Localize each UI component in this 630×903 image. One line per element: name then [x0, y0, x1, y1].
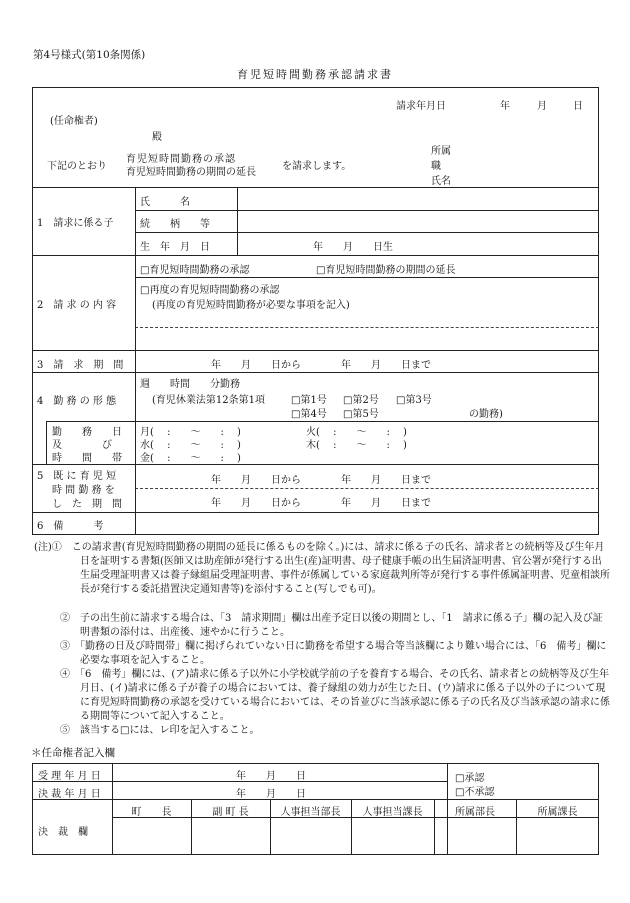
date-month: 月 — [537, 101, 547, 112]
child-birthdate-value: 年 月 日生 — [313, 242, 393, 253]
post-label: 職 — [431, 161, 441, 172]
child-birthdate-label: 生 年 月 日 — [140, 242, 210, 253]
date-year: 年 — [500, 101, 510, 112]
content-option-extension[interactable]: □育児短時間勤務の期間の延長 — [316, 265, 456, 276]
request-form-table — [32, 87, 599, 535]
request-period-value: 年 月 日から 年 月 日まで — [211, 360, 431, 371]
checkbox-item-4[interactable]: □第4号 — [291, 409, 327, 420]
checkbox-item-1[interactable]: □第1号 — [291, 395, 327, 406]
appointer-section-title: ＊任命権者記入欄 — [31, 747, 115, 759]
date-label: 請求年月日 — [396, 101, 446, 112]
past-period-row-1: 年 月 日から 年 月 日まで — [211, 475, 431, 486]
approve-checkbox[interactable]: □承認 — [455, 773, 485, 784]
schedule-wed: 水( : ～ : ) — [140, 440, 241, 451]
section1-label: 1 請求に係る子 — [37, 218, 114, 229]
decided-date-label: 決 裁 年 月 日 — [38, 789, 101, 800]
name-label: 氏名 — [431, 176, 451, 187]
law-reference: (育児休業法第12条第1項 — [152, 395, 265, 406]
section5-label-2: 時 間 勤 務 を — [52, 485, 115, 496]
child-name-label: 氏 名 — [140, 197, 190, 208]
page-title: 育児短時間勤務承認請求書 — [237, 68, 393, 81]
form-number: 第4号様式(第10条関係) — [33, 49, 146, 61]
note-4: ④ 「6 備考」欄には、(ア)請求に係る子以外に小学校就学前の子を養育する場合、その氏名、請求者との続柄等及び生年月日、(イ)請求に係る子が養子の場合においては、養子縁組の効力が生じた日、(ウ)請求に係る子以外の子について現に育児短時間勤務の承認を受けている場合においては、その旨並びに当該承認に係る子の氏名及び当該承認の請求に係る期間等について記入すること。 — [60, 669, 610, 722]
appointer-label: (任命権者) — [50, 116, 98, 127]
approver-col-dept-director: 所属部長 — [455, 807, 495, 818]
weekly-hours: 週 時間 分勤務 — [140, 379, 240, 390]
section2-label: 2 請 求 の 内 容 — [37, 300, 117, 311]
section6-label: 6 備 考 — [37, 521, 104, 532]
schedule-thu: 木( : ～ : ) — [306, 440, 407, 451]
of-work-label: の勤務) — [469, 409, 503, 420]
approver-col-deputy-mayor: 副 町 長 — [212, 807, 249, 818]
approver-col-mayor: 町 長 — [131, 807, 172, 818]
schedule-mon: 月( : ～ : ) — [140, 427, 241, 438]
schedule-tue: 火( : ～ : ) — [306, 427, 407, 438]
note-3: ③ 「勤務の日及び時間帯」欄に掲げられていない日に勤務を希望する場合等当該欄により難い場合には、「6 備考」欄に必要な事項を記入すること。 — [60, 641, 607, 666]
dono-label: 殿 — [152, 132, 162, 143]
request-option-extension: 育児短時間勤務の期間の延長 — [126, 167, 256, 178]
decided-date-value: 年 月 日 — [236, 789, 306, 800]
note-2: ② 子の出生前に請求する場合は、「3 請求期間」欄は出産予定日以後の期間とし、「1 請求に係る子」欄の記入及び証明書類の添付は、出産後、速やかに行うこと。 — [60, 613, 603, 638]
workday-label-2: 及 び — [52, 440, 112, 451]
affiliation-label: 所属 — [431, 146, 451, 157]
checkbox-item-5[interactable]: □第5号 — [343, 409, 379, 420]
content-option-approval[interactable]: □育児短時間勤務の承認 — [140, 265, 250, 276]
request-option-approval: 育児短時間勤務の承認 — [126, 154, 236, 165]
received-date-label: 受 理 年 月 日 — [38, 771, 101, 782]
note-5: ⑤ 該当する□には、レ印を記入すること。 — [60, 725, 260, 736]
intro-prefix: 下記のとおり — [47, 161, 107, 172]
reapproval-note: (再度の育児短時間勤務が必要な事項を記入) — [152, 300, 350, 311]
content-option-reapproval[interactable]: □再度の育児短時間勤務の承認 — [140, 285, 280, 296]
workday-label-1: 勤 務 日 — [52, 427, 122, 438]
checkbox-item-3[interactable]: □第3号 — [396, 395, 432, 406]
schedule-fri: 金( : ～ : ) — [140, 453, 241, 464]
reject-checkbox[interactable]: □不承認 — [455, 787, 495, 798]
approval-row-label: 決 裁 欄 — [38, 827, 88, 838]
child-relation-label: 続 柄 等 — [140, 219, 210, 230]
section4-label: 4 勤 務 の 形 態 — [37, 396, 117, 407]
past-period-row-2: 年 月 日から 年 月 日まで — [211, 498, 431, 509]
workday-label-3: 時 間 帯 — [52, 453, 122, 464]
approver-col-hr-manager: 人事担当課長 — [362, 807, 423, 818]
received-date-value: 年 月 日 — [236, 771, 306, 782]
approver-col-dept-manager: 所属課長 — [537, 807, 578, 818]
approver-col-hr-director: 人事担当部長 — [280, 807, 341, 818]
note-1: (注)① この請求書(育児短時間勤務の期間の延長に係るものを除く。)には、請求に係る子の氏名、請求者との続柄等及び生年月日を証明する書類(医師又は助産師が発行する出生(産)証明書、母子健康手帳の出生届済証明書、官公署が発行する出生届受理証明書又は養子縁組届受理証明書、事件が係属している家庭裁判所等が発行する事件係属証明書、児童相談所長が発行する委託措置決定通知書等)を添付すること(写しでも可)。 — [34, 542, 610, 595]
checkbox-item-2[interactable]: □第2号 — [343, 395, 379, 406]
intro-suffix: を請求します。 — [282, 161, 352, 172]
date-day: 日 — [573, 101, 583, 112]
section5-label-1: 5 既 に 育 児 短 — [37, 471, 117, 482]
section3-label: 3 請 求 期 間 — [37, 360, 124, 371]
section5-label-3: し た 期 間 — [52, 499, 122, 510]
